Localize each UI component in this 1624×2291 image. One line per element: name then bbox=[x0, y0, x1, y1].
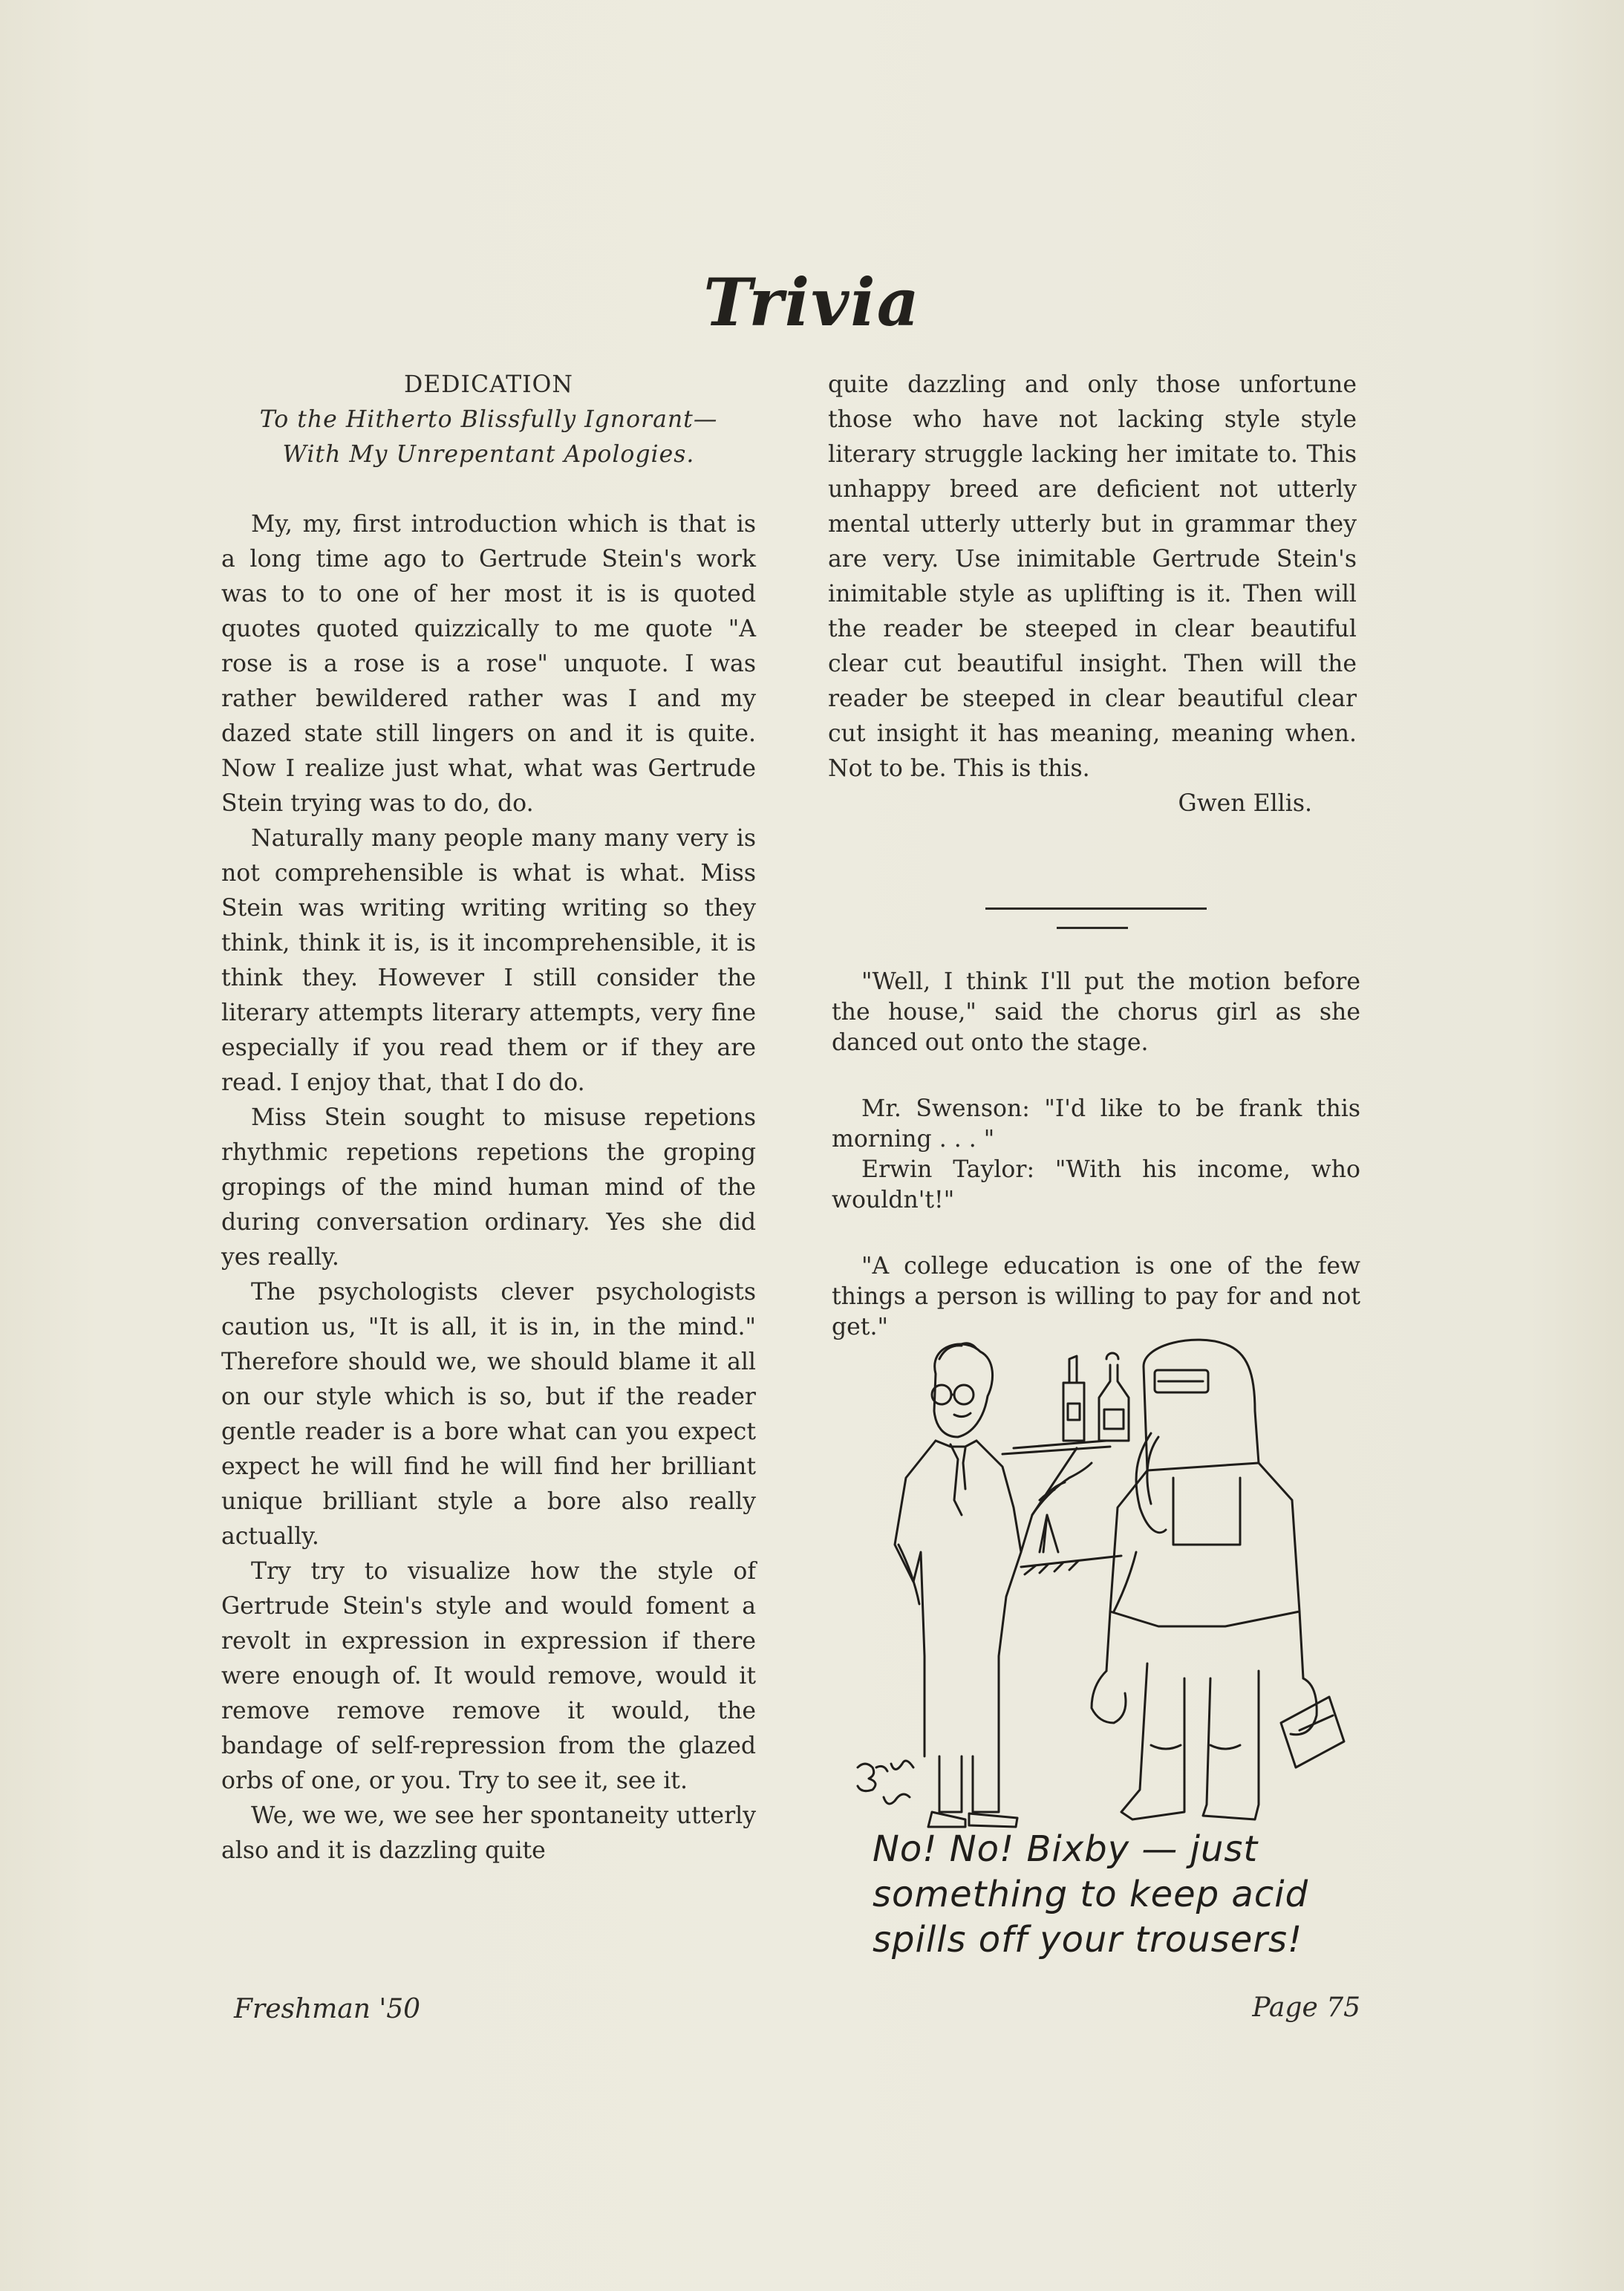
divider-rule-short bbox=[1057, 927, 1128, 929]
divider-rule-long bbox=[985, 907, 1207, 910]
paragraph: Naturally many people many many very is not comprehensible is what is what. Miss Stein was writing writing writing so they think, think it is, is it incomprehensible, it is think they. However I still consider the literary attempts literary attempts, very fine especially if you read them or if they are read. I enjoy that, that I do do. bbox=[221, 825, 756, 1096]
joke: "A college education is one of the few things a person is willing to pay for and not get." bbox=[832, 1253, 1360, 1340]
caption-line: spills off your trousers! bbox=[873, 1919, 1303, 1961]
paragraph: Miss Stein sought to misuse repetions rhythmic repetions repetions the groping gropings of the mind human mind of the during conversation ordinary. Yes she did yes really. bbox=[221, 1104, 756, 1271]
joke: "Well, I think I'll put the motion before the house," said the chorus girl as she danced out onto the stage. bbox=[832, 968, 1360, 1056]
cartoon-illustration bbox=[854, 1329, 1359, 1842]
dedication-subtitle-line2: With My Unrepentant Apologies. bbox=[282, 441, 695, 468]
footer-publication: Freshman '50 bbox=[234, 1994, 421, 2024]
page-title: Trivia bbox=[703, 264, 921, 341]
joke-dialogue-line: Erwin Taylor: "With his income, who wouldn't!" bbox=[832, 1156, 1360, 1213]
right-column bbox=[828, 368, 1357, 821]
paragraph: The psychologists clever psychologists caution us, "It is all, it is in, in the mind." Therefore should we, we should blame it all on our style which is so, but if the reader gentle reader is a bore what can you expect expect he will find he will find her brilliant unique brilliant style a bore also really actually. bbox=[221, 1279, 756, 1550]
paragraph: My, my, first introduction which is that is a long time ago to Gertrude Stein's work was to to one of her most it is is quoted quotes quoted quizzically to me quote "A rose is a rose is a rose" unquote. I was rather bewildered rather was I and my dazed state still lingers on and it is quite. Now I realize just what, what was Gertrude Stein trying was to do, do. bbox=[221, 511, 756, 817]
paragraph: Try try to visualize how the style of Gertrude Stein's style and would foment a revolt in expression in expression if there were enough of. It would remove, would it remove remove remove it would, the bandage of self-repression from the glazed orbs of one, or you. Try to see it, see it. bbox=[221, 1558, 756, 1794]
jokes-section bbox=[832, 967, 1360, 1343]
paragraph: We, we we, we see her spontaneity utterly also and it is dazzling quite bbox=[221, 1802, 756, 1864]
author-signature: Gwen Ellis. bbox=[1178, 790, 1312, 817]
footer-page-number: Page 75 bbox=[1252, 1992, 1360, 2023]
left-column bbox=[221, 368, 756, 1868]
joke-dialogue-line: Mr. Swenson: "I'd like to be frank this morning . . . " bbox=[832, 1095, 1360, 1153]
dedication-subtitle-line1: To the Hitherto Blissfully Ignorant— bbox=[259, 406, 718, 433]
cartoon-caption bbox=[873, 1827, 1377, 1963]
paragraph-continued: quite dazzling and only those unfortune those who have not lacking style style literary struggle lacking her imitate to. This unhappy breed are deficient not utterly mental utterly utterly but in grammar they are very. Use inimitable Gertrude Stein's inimitable style as uplifting is it. Then will the reader be steeped in clear beautiful clear cut beautiful insight. Then will the reader be steeped in clear beautiful clear cut insight it has meaning, meaning when. Not to be. This is this. bbox=[828, 371, 1357, 782]
caption-line: something to keep acid bbox=[873, 1874, 1309, 1915]
caption-line: No! No! Bixby — just bbox=[873, 1828, 1259, 1870]
dedication-heading: DEDICATION bbox=[404, 371, 573, 398]
